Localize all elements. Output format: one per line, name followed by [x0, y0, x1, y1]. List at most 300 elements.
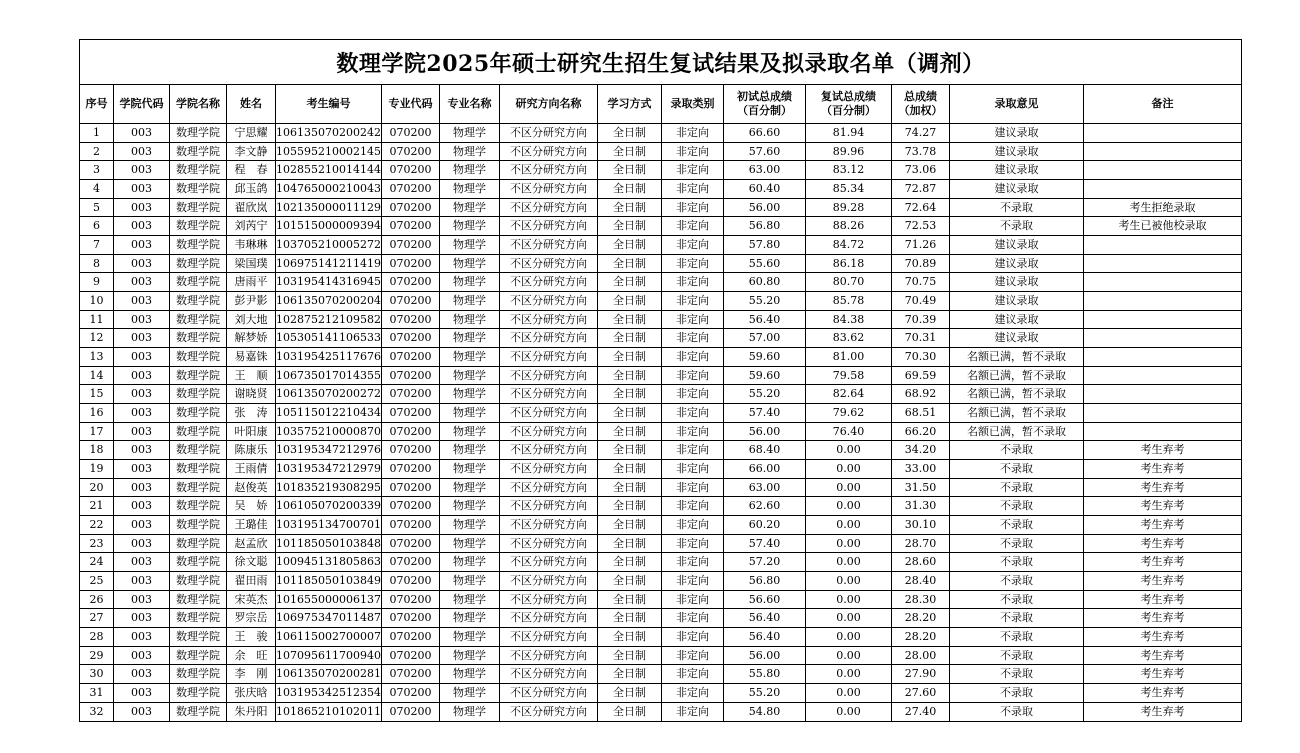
- remark-cell: 考生弃考: [1084, 646, 1242, 665]
- major-code-cell: 070200: [382, 180, 440, 199]
- college-name-cell: 数理学院: [170, 385, 227, 404]
- remark-cell: 考生弃考: [1084, 628, 1242, 647]
- table-row: [80, 590, 1242, 609]
- major-code-cell: 070200: [382, 310, 440, 329]
- table-row: [80, 460, 1242, 479]
- direction-cell: 不区分研究方向: [500, 348, 598, 367]
- name-cell: 彭尹影: [227, 292, 276, 311]
- table-row: [80, 628, 1242, 647]
- category-cell: 非定向: [662, 609, 724, 628]
- direction-cell: 不区分研究方向: [500, 422, 598, 441]
- category-cell: 非定向: [662, 217, 724, 236]
- table-row: [80, 404, 1242, 423]
- exam-no-cell: 105115012210434: [276, 404, 382, 423]
- total-score-cell: 34.20: [892, 441, 950, 460]
- college-code-cell: 003: [114, 646, 170, 665]
- remark-cell: 考生拒绝录取: [1084, 198, 1242, 217]
- direction-cell: 不区分研究方向: [500, 236, 598, 255]
- major-code-cell: 070200: [382, 572, 440, 591]
- exam-no-cell: 106135070200242: [276, 124, 382, 143]
- remark-cell: [1084, 310, 1242, 329]
- opinion-cell: 名额已满，暂不录取: [950, 422, 1084, 441]
- seq-cell: 3: [80, 161, 114, 180]
- name-cell: 易嘉铢: [227, 348, 276, 367]
- exam-no-cell: 102875212109582: [276, 310, 382, 329]
- exam-no-cell: 106135070200272: [276, 385, 382, 404]
- opinion-cell: 不录取: [950, 702, 1084, 721]
- table-row: [80, 553, 1242, 572]
- prelim-score-cell: 57.80: [724, 236, 806, 255]
- table-row: [80, 702, 1242, 721]
- major-code-cell: 070200: [382, 628, 440, 647]
- prelim-score-cell: 60.20: [724, 516, 806, 535]
- total-score-cell: 28.40: [892, 572, 950, 591]
- major-name-cell: 物理学: [440, 478, 500, 497]
- name-cell: 王 顺: [227, 366, 276, 385]
- direction-cell: 不区分研究方向: [500, 254, 598, 273]
- table-row: [80, 497, 1242, 516]
- name-cell: 刘大地: [227, 310, 276, 329]
- prelim-score-cell: 55.20: [724, 385, 806, 404]
- opinion-cell: 不录取: [950, 684, 1084, 703]
- seq-cell: 23: [80, 534, 114, 553]
- direction-cell: 不区分研究方向: [500, 702, 598, 721]
- study-mode-cell: 全日制: [598, 497, 662, 516]
- major-code-cell: 070200: [382, 478, 440, 497]
- exam-no-cell: 106975347011487: [276, 609, 382, 628]
- category-cell: 非定向: [662, 702, 724, 721]
- table-row: [80, 310, 1242, 329]
- college-code-cell: 003: [114, 441, 170, 460]
- prelim-score-cell: 57.60: [724, 142, 806, 161]
- table-row: [80, 646, 1242, 665]
- exam-no-cell: 103195347212979: [276, 460, 382, 479]
- college-name-cell: 数理学院: [170, 460, 227, 479]
- retest-score-cell: 83.62: [806, 329, 892, 348]
- retest-score-cell: 0.00: [806, 516, 892, 535]
- opinion-cell: 不录取: [950, 628, 1084, 647]
- name-cell: 程 春: [227, 161, 276, 180]
- study-mode-cell: 全日制: [598, 292, 662, 311]
- major-name-cell: 物理学: [440, 366, 500, 385]
- study-mode-cell: 全日制: [598, 366, 662, 385]
- college-code-cell: 003: [114, 348, 170, 367]
- name-cell: 吴 娇: [227, 497, 276, 516]
- college-code-cell: 003: [114, 478, 170, 497]
- major-name-cell: 物理学: [440, 273, 500, 292]
- exam-no-cell: 106135070200204: [276, 292, 382, 311]
- opinion-cell: 建议录取: [950, 236, 1084, 255]
- title-row: [80, 40, 1242, 85]
- retest-score-cell: 84.72: [806, 236, 892, 255]
- direction-cell: 不区分研究方向: [500, 310, 598, 329]
- total-score-cell: 70.39: [892, 310, 950, 329]
- name-cell: 李 刚: [227, 665, 276, 684]
- total-score-cell: 69.59: [892, 366, 950, 385]
- name-cell: 刘芮宁: [227, 217, 276, 236]
- table-row: [80, 180, 1242, 199]
- total-score-cell: 31.30: [892, 497, 950, 516]
- retest-score-cell: 0.00: [806, 534, 892, 553]
- category-cell: 非定向: [662, 404, 724, 423]
- direction-cell: 不区分研究方向: [500, 292, 598, 311]
- major-name-cell: 物理学: [440, 385, 500, 404]
- retest-score-cell: 0.00: [806, 497, 892, 516]
- remark-cell: [1084, 348, 1242, 367]
- remark-cell: 考生弃考: [1084, 590, 1242, 609]
- retest-score-cell: 0.00: [806, 628, 892, 647]
- college-name-cell: 数理学院: [170, 646, 227, 665]
- college-name-cell: 数理学院: [170, 422, 227, 441]
- total-score-cell: 70.31: [892, 329, 950, 348]
- total-score-cell: 28.60: [892, 553, 950, 572]
- seq-cell: 4: [80, 180, 114, 199]
- header-prelim-line2: （百分制）: [737, 104, 792, 117]
- major-code-cell: 070200: [382, 385, 440, 404]
- college-code-cell: 003: [114, 217, 170, 236]
- total-score-cell: 72.53: [892, 217, 950, 236]
- study-mode-cell: 全日制: [598, 329, 662, 348]
- retest-score-cell: 0.00: [806, 460, 892, 479]
- direction-cell: 不区分研究方向: [500, 441, 598, 460]
- exam-no-cell: 104765000210043: [276, 180, 382, 199]
- major-name-cell: 物理学: [440, 497, 500, 516]
- study-mode-cell: 全日制: [598, 441, 662, 460]
- retest-score-cell: 0.00: [806, 572, 892, 591]
- retest-score-cell: 0.00: [806, 665, 892, 684]
- college-name-cell: 数理学院: [170, 348, 227, 367]
- direction-cell: 不区分研究方向: [500, 646, 598, 665]
- college-name-cell: 数理学院: [170, 198, 227, 217]
- remark-cell: 考生弃考: [1084, 497, 1242, 516]
- opinion-cell: 不录取: [950, 646, 1084, 665]
- direction-cell: 不区分研究方向: [500, 161, 598, 180]
- college-code-cell: 003: [114, 142, 170, 161]
- seq-cell: 29: [80, 646, 114, 665]
- remark-cell: 考生弃考: [1084, 441, 1242, 460]
- retest-score-cell: 0.00: [806, 441, 892, 460]
- college-code-cell: 003: [114, 161, 170, 180]
- major-code-cell: 070200: [382, 366, 440, 385]
- college-code-cell: 003: [114, 124, 170, 143]
- study-mode-cell: 全日制: [598, 553, 662, 572]
- retest-score-cell: 83.12: [806, 161, 892, 180]
- college-code-cell: 003: [114, 497, 170, 516]
- major-name-cell: 物理学: [440, 254, 500, 273]
- seq-cell: 28: [80, 628, 114, 647]
- college-code-cell: 003: [114, 628, 170, 647]
- major-code-cell: 070200: [382, 441, 440, 460]
- name-cell: 翟欣岚: [227, 198, 276, 217]
- prelim-score-cell: 63.00: [724, 161, 806, 180]
- opinion-cell: 不录取: [950, 217, 1084, 236]
- name-cell: 王雨倩: [227, 460, 276, 479]
- major-code-cell: 070200: [382, 236, 440, 255]
- exam-no-cell: 103195134700701: [276, 516, 382, 535]
- major-code-cell: 070200: [382, 702, 440, 721]
- total-score-cell: 68.92: [892, 385, 950, 404]
- table-row: [80, 124, 1242, 143]
- exam-no-cell: 106105070200339: [276, 497, 382, 516]
- seq-cell: 1: [80, 124, 114, 143]
- name-cell: 余 旺: [227, 646, 276, 665]
- prelim-score-cell: 56.80: [724, 217, 806, 236]
- header-total-line2: （加权）: [898, 104, 943, 117]
- major-name-cell: 物理学: [440, 422, 500, 441]
- college-code-cell: 003: [114, 460, 170, 479]
- total-score-cell: 74.27: [892, 124, 950, 143]
- category-cell: 非定向: [662, 516, 724, 535]
- opinion-cell: 建议录取: [950, 180, 1084, 199]
- direction-cell: 不区分研究方向: [500, 478, 598, 497]
- direction-cell: 不区分研究方向: [500, 180, 598, 199]
- college-code-cell: 003: [114, 572, 170, 591]
- header-study-mode: 学习方式: [598, 85, 662, 124]
- opinion-cell: 不录取: [950, 441, 1084, 460]
- seq-cell: 11: [80, 310, 114, 329]
- college-name-cell: 数理学院: [170, 553, 227, 572]
- prelim-score-cell: 56.00: [724, 422, 806, 441]
- seq-cell: 10: [80, 292, 114, 311]
- category-cell: 非定向: [662, 441, 724, 460]
- name-cell: 唐雨平: [227, 273, 276, 292]
- major-code-cell: 070200: [382, 684, 440, 703]
- header-major-name: 专业名称: [440, 85, 500, 124]
- table-row: [80, 516, 1242, 535]
- exam-no-cell: 100945131805863: [276, 553, 382, 572]
- total-score-cell: 68.51: [892, 404, 950, 423]
- header-major-code: 专业代码: [382, 85, 440, 124]
- seq-cell: 8: [80, 254, 114, 273]
- category-cell: 非定向: [662, 478, 724, 497]
- major-name-cell: 物理学: [440, 534, 500, 553]
- major-name-cell: 物理学: [440, 516, 500, 535]
- seq-cell: 15: [80, 385, 114, 404]
- prelim-score-cell: 55.20: [724, 292, 806, 311]
- study-mode-cell: 全日制: [598, 590, 662, 609]
- study-mode-cell: 全日制: [598, 310, 662, 329]
- study-mode-cell: 全日制: [598, 422, 662, 441]
- direction-cell: 不区分研究方向: [500, 142, 598, 161]
- exam-no-cell: 101515000009394: [276, 217, 382, 236]
- major-name-cell: 物理学: [440, 198, 500, 217]
- major-code-cell: 070200: [382, 516, 440, 535]
- direction-cell: 不区分研究方向: [500, 628, 598, 647]
- college-code-cell: 003: [114, 665, 170, 684]
- study-mode-cell: 全日制: [598, 217, 662, 236]
- major-code-cell: 070200: [382, 217, 440, 236]
- opinion-cell: 建议录取: [950, 124, 1084, 143]
- retest-score-cell: 89.96: [806, 142, 892, 161]
- exam-no-cell: 103195347212976: [276, 441, 382, 460]
- seq-cell: 13: [80, 348, 114, 367]
- seq-cell: 27: [80, 609, 114, 628]
- prelim-score-cell: 63.00: [724, 478, 806, 497]
- name-cell: 韦琳琳: [227, 236, 276, 255]
- total-score-cell: 28.00: [892, 646, 950, 665]
- prelim-score-cell: 62.60: [724, 497, 806, 516]
- remark-cell: [1084, 180, 1242, 199]
- seq-cell: 31: [80, 684, 114, 703]
- remark-cell: 考生弃考: [1084, 572, 1242, 591]
- major-name-cell: 物理学: [440, 553, 500, 572]
- seq-cell: 26: [80, 590, 114, 609]
- name-cell: 解梦娇: [227, 329, 276, 348]
- direction-cell: 不区分研究方向: [500, 366, 598, 385]
- retest-score-cell: 0.00: [806, 590, 892, 609]
- retest-score-cell: 81.00: [806, 348, 892, 367]
- exam-no-cell: 103195425117676: [276, 348, 382, 367]
- opinion-cell: 不录取: [950, 497, 1084, 516]
- direction-cell: 不区分研究方向: [500, 385, 598, 404]
- table-row: [80, 572, 1242, 591]
- name-cell: 宁思耀: [227, 124, 276, 143]
- remark-cell: 考生弃考: [1084, 684, 1242, 703]
- header-retest-score: [806, 85, 892, 124]
- seq-cell: 5: [80, 198, 114, 217]
- name-cell: 梁国璞: [227, 254, 276, 273]
- header-row: [80, 85, 1242, 124]
- major-code-cell: 070200: [382, 590, 440, 609]
- study-mode-cell: 全日制: [598, 161, 662, 180]
- name-cell: 叶阳康: [227, 422, 276, 441]
- header-college-code: 学院代码: [114, 85, 170, 124]
- exam-no-cell: 105595210002145: [276, 142, 382, 161]
- prelim-score-cell: 55.60: [724, 254, 806, 273]
- name-cell: 徐文聪: [227, 553, 276, 572]
- category-cell: 非定向: [662, 422, 724, 441]
- retest-score-cell: 0.00: [806, 684, 892, 703]
- category-cell: 非定向: [662, 628, 724, 647]
- prelim-score-cell: 66.00: [724, 460, 806, 479]
- retest-score-cell: 0.00: [806, 478, 892, 497]
- retest-score-cell: 89.28: [806, 198, 892, 217]
- category-cell: 非定向: [662, 236, 724, 255]
- prelim-score-cell: 66.60: [724, 124, 806, 143]
- opinion-cell: 不录取: [950, 572, 1084, 591]
- college-name-cell: 数理学院: [170, 366, 227, 385]
- header-prelim-line1: 初试总成绩: [737, 90, 792, 103]
- seq-cell: 25: [80, 572, 114, 591]
- exam-no-cell: 101865210102011: [276, 702, 382, 721]
- prelim-score-cell: 59.60: [724, 348, 806, 367]
- total-score-cell: 28.20: [892, 628, 950, 647]
- prelim-score-cell: 60.80: [724, 273, 806, 292]
- major-code-cell: 070200: [382, 404, 440, 423]
- direction-cell: 不区分研究方向: [500, 273, 598, 292]
- major-name-cell: 物理学: [440, 702, 500, 721]
- study-mode-cell: 全日制: [598, 609, 662, 628]
- seq-cell: 9: [80, 273, 114, 292]
- category-cell: 非定向: [662, 142, 724, 161]
- seq-cell: 24: [80, 553, 114, 572]
- major-name-cell: 物理学: [440, 665, 500, 684]
- category-cell: 非定向: [662, 385, 724, 404]
- retest-score-cell: 85.78: [806, 292, 892, 311]
- total-score-cell: 31.50: [892, 478, 950, 497]
- college-name-cell: 数理学院: [170, 665, 227, 684]
- remark-cell: 考生弃考: [1084, 460, 1242, 479]
- major-code-cell: 070200: [382, 665, 440, 684]
- table-row: [80, 292, 1242, 311]
- study-mode-cell: 全日制: [598, 124, 662, 143]
- remark-cell: [1084, 404, 1242, 423]
- opinion-cell: 建议录取: [950, 292, 1084, 311]
- college-code-cell: 003: [114, 609, 170, 628]
- seq-cell: 19: [80, 460, 114, 479]
- category-cell: 非定向: [662, 292, 724, 311]
- category-cell: 非定向: [662, 180, 724, 199]
- study-mode-cell: 全日制: [598, 180, 662, 199]
- college-name-cell: 数理学院: [170, 497, 227, 516]
- major-name-cell: 物理学: [440, 684, 500, 703]
- remark-cell: 考生已被他校录取: [1084, 217, 1242, 236]
- exam-no-cell: 106735017014355: [276, 366, 382, 385]
- college-code-cell: 003: [114, 366, 170, 385]
- prelim-score-cell: 56.40: [724, 609, 806, 628]
- category-cell: 非定向: [662, 460, 724, 479]
- header-remark: 备注: [1084, 85, 1242, 124]
- study-mode-cell: 全日制: [598, 142, 662, 161]
- major-code-cell: 070200: [382, 460, 440, 479]
- retest-score-cell: 85.34: [806, 180, 892, 199]
- retest-score-cell: 79.62: [806, 404, 892, 423]
- total-score-cell: 27.90: [892, 665, 950, 684]
- header-total-line1: 总成绩: [904, 90, 937, 103]
- category-cell: 非定向: [662, 161, 724, 180]
- seq-cell: 30: [80, 665, 114, 684]
- college-name-cell: 数理学院: [170, 628, 227, 647]
- major-name-cell: 物理学: [440, 161, 500, 180]
- prelim-score-cell: 56.60: [724, 590, 806, 609]
- total-score-cell: 73.78: [892, 142, 950, 161]
- major-name-cell: 物理学: [440, 590, 500, 609]
- remark-cell: [1084, 254, 1242, 273]
- seq-cell: 22: [80, 516, 114, 535]
- major-name-cell: 物理学: [440, 124, 500, 143]
- category-cell: 非定向: [662, 665, 724, 684]
- opinion-cell: 建议录取: [950, 161, 1084, 180]
- college-code-cell: 003: [114, 292, 170, 311]
- college-name-cell: 数理学院: [170, 236, 227, 255]
- college-name-cell: 数理学院: [170, 180, 227, 199]
- major-code-cell: 070200: [382, 348, 440, 367]
- major-name-cell: 物理学: [440, 236, 500, 255]
- retest-score-cell: 0.00: [806, 553, 892, 572]
- college-name-cell: 数理学院: [170, 310, 227, 329]
- remark-cell: 考生弃考: [1084, 553, 1242, 572]
- total-score-cell: 72.64: [892, 198, 950, 217]
- total-score-cell: 27.60: [892, 684, 950, 703]
- header-college-name: 学院名称: [170, 85, 227, 124]
- category-cell: 非定向: [662, 366, 724, 385]
- major-code-cell: 070200: [382, 553, 440, 572]
- direction-cell: 不区分研究方向: [500, 516, 598, 535]
- category-cell: 非定向: [662, 590, 724, 609]
- table-row: [80, 198, 1242, 217]
- total-score-cell: 33.00: [892, 460, 950, 479]
- prelim-score-cell: 57.40: [724, 404, 806, 423]
- major-name-cell: 物理学: [440, 180, 500, 199]
- total-score-cell: 70.30: [892, 348, 950, 367]
- header-direction: 研究方向名称: [500, 85, 598, 124]
- table-row: [80, 385, 1242, 404]
- opinion-cell: 名额已满，暂不录取: [950, 348, 1084, 367]
- college-code-cell: 003: [114, 329, 170, 348]
- header-retest-line2: （百分制）: [821, 104, 876, 117]
- retest-score-cell: 79.58: [806, 366, 892, 385]
- college-code-cell: 003: [114, 385, 170, 404]
